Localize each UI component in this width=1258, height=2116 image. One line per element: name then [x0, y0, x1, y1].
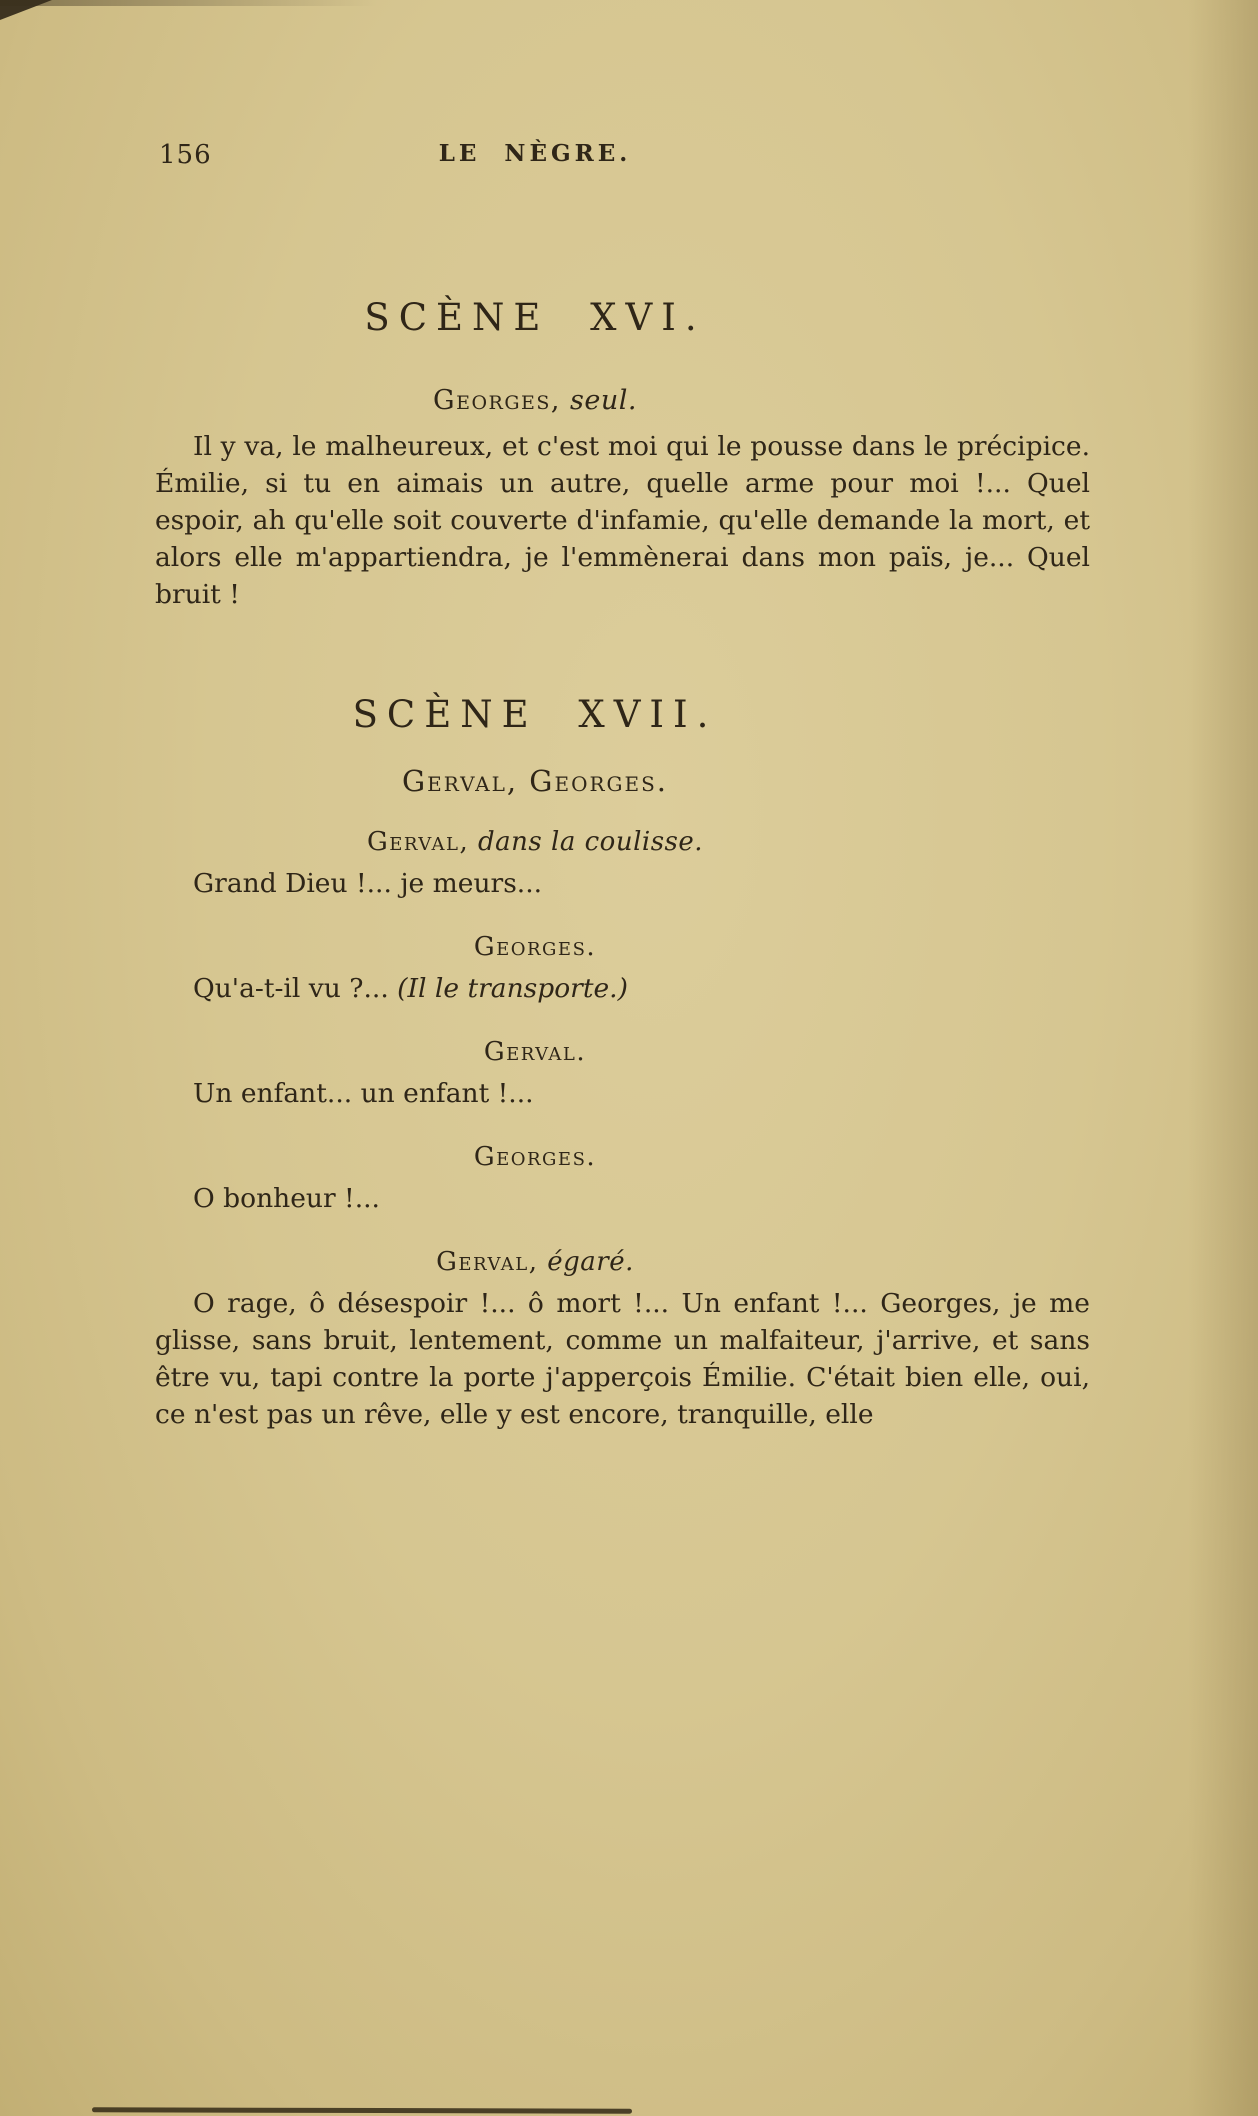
speaker-name: Georges,: [433, 385, 561, 416]
running-title: LE NÈGRE.: [438, 140, 632, 167]
speaker-heading: [155, 932, 1090, 962]
dialogue-text: [155, 1075, 1090, 1112]
scene-17-heading: SCÈNE XVII.: [352, 693, 718, 736]
speaker-name: Gerval.: [483, 1037, 587, 1067]
scene-16-speaker-line: [155, 386, 1090, 416]
speaker-heading: [155, 1142, 1090, 1172]
speaker-heading: [155, 1037, 1090, 1067]
dialogue-line: Qu'a-t-il vu ?...: [193, 973, 398, 1004]
speaker-name: Georges.: [473, 1142, 597, 1172]
dialogue-line: O rage, ô désespoir !... ô mort !... Un enfant !... Georges, je me glisse, sans bruit, lentement, comme un malfaiteur, j'arrive, et sans être vu, tapi contre la porte j'apperçois Émilie. C'était bien elle, oui, ce n'est pas un rêve, elle y est encore, tranquille, elle: [155, 1288, 1090, 1430]
printed-text-area: [155, 0, 1090, 1433]
speaker-stage-direction: dans la coulisse.: [469, 827, 704, 857]
scan-artifact-page-curvature: [1188, 0, 1258, 2116]
dialogue-text: [155, 1180, 1090, 1217]
running-title-wrap: [155, 140, 1090, 167]
dialogue-line: Un enfant... un enfant !...: [193, 1078, 534, 1109]
speaker-name: Gerval,: [366, 827, 470, 857]
page-number: 156: [159, 140, 212, 170]
speaker-name: Gerval,: [436, 1247, 539, 1277]
dialogue-entry: [155, 1142, 1090, 1217]
scene-17-characters: Gerval, Georges.: [401, 764, 669, 798]
dialogue-entry: [155, 827, 1090, 902]
dialogue-entry: [155, 932, 1090, 1007]
speaker-heading: [155, 1247, 1090, 1277]
dialogue-entry: [155, 1247, 1090, 1433]
speaker-stage-direction: égaré.: [538, 1247, 634, 1277]
scene-16-monologue: Il y va, le malheureux, et c'est moi qui le pousse dans le précipice. Émilie, si tu en aimais un autre, quelle arme pour moi !... Quel espoir, ah qu'elle soit couverte d'infamie, qu'elle demande la mort, et alors elle m'appartiendra, je l'emmènerai dans mon païs, je... Quel bruit !: [155, 431, 1090, 610]
scene-16-heading: SCÈNE XVI.: [364, 296, 706, 339]
running-header: [155, 140, 1090, 170]
dialogue-text: [155, 970, 1090, 1007]
dialogue-entry: [155, 1037, 1090, 1112]
inline-stage-direction: (Il le transporte.): [397, 973, 628, 1004]
stage-direction: seul.: [560, 385, 637, 416]
scan-artifact-bottom-edge: [92, 2107, 632, 2113]
speaker-heading: [155, 827, 1090, 857]
dialogue-text: [155, 1285, 1090, 1433]
dialogue-text: [155, 865, 1090, 902]
dialogue-line: O bonheur !...: [193, 1183, 380, 1214]
dialogue-line: Grand Dieu !... je meurs...: [193, 868, 543, 899]
speaker-name: Georges.: [473, 932, 597, 962]
